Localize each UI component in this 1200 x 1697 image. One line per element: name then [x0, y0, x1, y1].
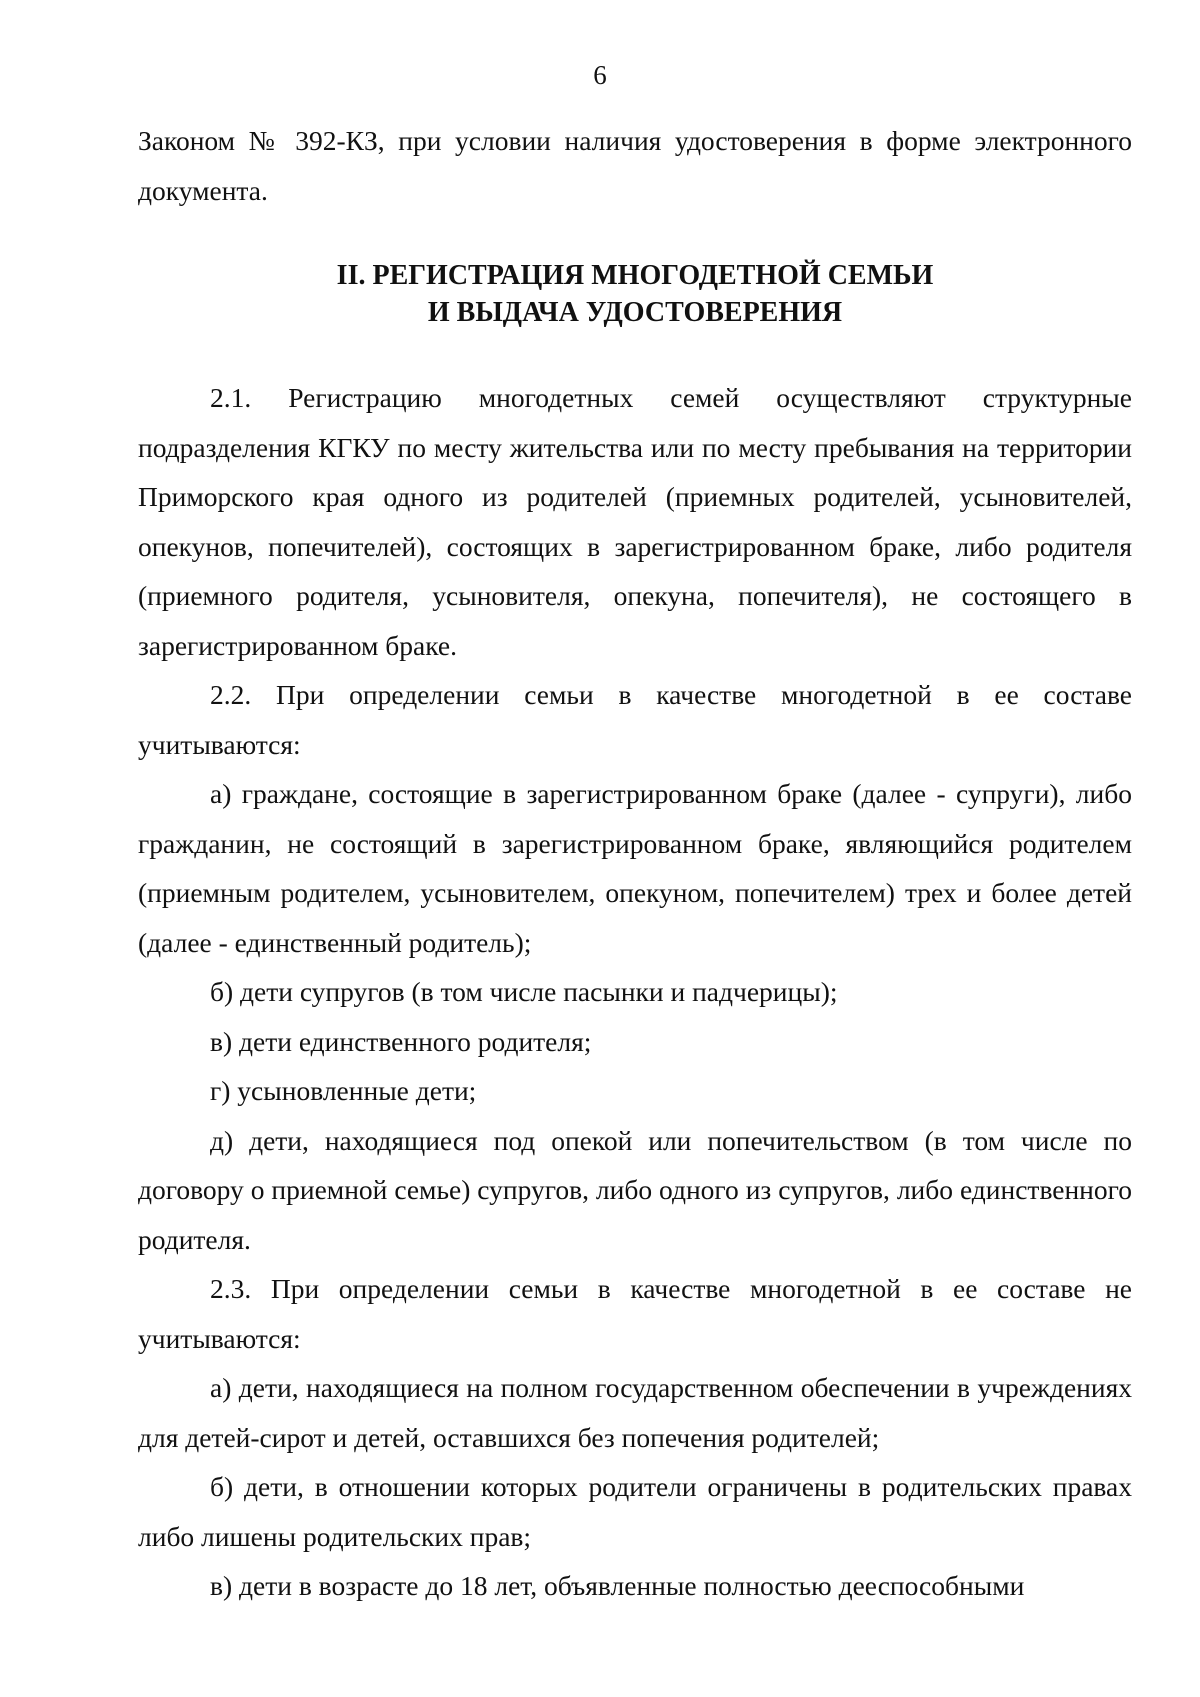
document-body [138, 116, 1132, 1611]
intro-paragraph: Законом № 392-КЗ, при условии наличия удостоверения в форме электронного документа. [138, 125, 1132, 206]
section-heading-line-1: II. РЕГИСТРАЦИЯ МНОГОДЕТНОЙ СЕМЬИ [336, 260, 934, 291]
section-heading [138, 257, 1132, 331]
paragraph-2-3-b: б) дети, в отношении которых родители ограничены в родительских правах либо лишены родительских прав; [138, 1471, 1132, 1552]
paragraph-2-2-a: а) граждане, состоящие в зарегистрированном браке (далее - супруги), либо гражданин, не состоящий в зарегистрированном браке, являющийся родителем (приемным родителем, усыновителем, опекуном, попечителем) трех и более детей (далее - единственный родитель); [138, 778, 1132, 958]
paragraph-2-3: 2.3. При определении семьи в качестве многодетной в ее составе не учитываются: [138, 1273, 1132, 1354]
paragraph-2-2-v: в) дети единственного родителя; [210, 1025, 592, 1057]
paragraph-2-1: 2.1. Регистрацию многодетных семей осуществляют структурные подразделения КГКУ по месту жительства или по месту пребывания на территории Приморского края одного из родителей (приемных родителей, усыновителей, опекунов, попечителей), состоящих в зарегистрированном браке, либо родителя (приемного родителя, усыновителя, опекуна, попечителя), не состоящего в зарегистрированном браке. [138, 382, 1132, 661]
paragraph-2-3-v: в) дети в возрасте до 18 лет, объявленные полностью дееспособными [210, 1570, 1025, 1601]
paragraph-2-2-g: г) усыновленные дети; [210, 1075, 477, 1106]
page-number: 6 [593, 60, 607, 90]
paragraph-2-2: 2.2. При определении семьи в качестве многодетной в ее составе учитываются: [138, 679, 1132, 760]
section-heading-line-2: И ВЫДАЧА УДОСТОВЕРЕНИЯ [427, 297, 843, 328]
paragraph-2-2-b: б) дети супругов (в том числе пасынки и падчерицы); [210, 976, 838, 1007]
paragraph-2-3-a: а) дети, находящиеся на полном государственном обеспечении в учреждениях для детей-сирот и детей, оставшихся без попечения родителей; [138, 1372, 1132, 1453]
paragraph-2-2-d: д) дети, находящиеся под опекой или попечительством (в том числе по договору о приемной семье) супругов, либо одного из супругов, либо единственного родителя. [138, 1124, 1132, 1255]
